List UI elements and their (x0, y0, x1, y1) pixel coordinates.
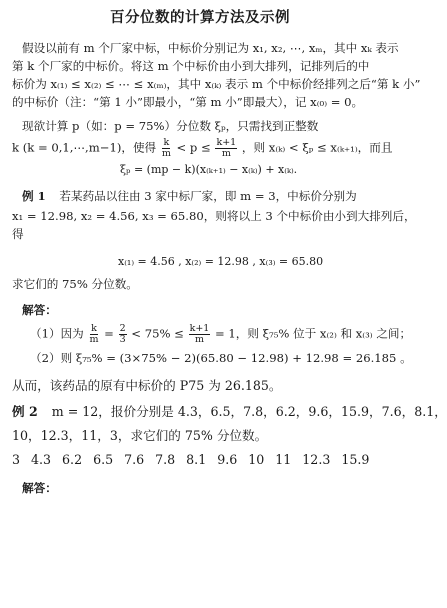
sorted-value: 7.8 (155, 452, 176, 467)
fraction-denominator: 3 (119, 334, 126, 345)
para2-line-2 (12, 138, 392, 159)
example-1-line-3: 得 (12, 227, 24, 241)
sorted-value: 4.3 (31, 452, 52, 467)
example-1-question: 求它们的 75% 分位数。 (12, 277, 138, 291)
answer-step-1-inequality: < 75% ≤ (131, 326, 184, 341)
fraction-k1-over-m (189, 324, 211, 345)
sorted-value: 10 (248, 452, 265, 467)
fraction-numerator: 2 (119, 323, 126, 334)
answer-step-2: （2）则 ξ₇₅% = (3×75% − 2)(65.80 − 12.98) + 12.98 = 26.185 。 (30, 351, 412, 365)
example-2-line-2: 10，12.3，11，3，求它们的 75% 分位数。 (12, 428, 268, 443)
para1-line-4: 的中标价（注：“第 1 小”即最小，“第 m 小”即最大），记 x₍₀₎ = 0。 (12, 95, 364, 109)
sorted-value: 12.3 (302, 452, 331, 467)
answer-step-1-result: = 1，则 ξ₇₅% 位于 x₍₂₎ 和 x₍₃₎ 之间； (215, 326, 412, 341)
sorted-value: 9.6 (217, 452, 238, 467)
fraction-numerator: k (163, 137, 170, 148)
fraction-k-over-m (161, 138, 172, 159)
example-1-sorted: x₍₁₎ = 4.56 , x₍₂₎ = 12.98 , x₍₃₎ = 65.80 (118, 255, 324, 268)
fraction-denominator: m (194, 334, 204, 345)
equals-sign: = (104, 326, 114, 341)
example-1-line-2: x₁ = 12.98, x₂ = 4.56, x₃ = 65.80，则将以上 3 个中标价由小到大排列后， (12, 209, 416, 223)
example-2-line-1 (12, 404, 447, 420)
para2-inequality: < p ≤ (176, 140, 211, 155)
example-1-line-1 (22, 188, 357, 204)
example-2-text: m = 12，报价分别是 4.3，6.5，7.8，6.2，9.6，15.9，7.6，8.1， (51, 404, 447, 419)
sorted-value: 6.5 (93, 452, 114, 467)
para2-formula: ξₚ = (mp − k)(x₍ₖ₊₁₎ − x₍ₖ₎) + x₍ₖ₎. (120, 163, 298, 176)
conclusion: 从而，该药品的原有中标价的 P75 为 26.185。 (12, 378, 282, 393)
sorted-value: 8.1 (186, 452, 207, 467)
sorted-value: 11 (275, 452, 292, 467)
para1-line-2: 第 k 个厂家的中标价。将这 m 个中标价由小到大排列，记排列后的中 (12, 59, 370, 73)
fraction-denominator: m (221, 148, 231, 159)
para2-condition: ，则 x₍ₖ₎ < ξₚ ≤ x₍ₖ₊₁₎，而且 (241, 140, 393, 155)
answer-step-1 (30, 324, 411, 345)
example-1-text: 若某药品以往由 3 家中标厂家，即 m = 3，中标价分别为 (59, 189, 357, 203)
fraction-numerator: k+1 (216, 137, 237, 148)
fraction-2-over-3 (119, 324, 127, 345)
page-title: 百分位数的计算方法及示例 (110, 9, 290, 26)
sorted-value: 7.6 (124, 452, 145, 467)
fraction-denominator: m (161, 148, 171, 159)
example-1-label: 例 1 (22, 189, 46, 203)
fraction-numerator: k+1 (189, 323, 210, 334)
para2-range-text: k (k = 0,1,⋯,m−1)，使得 (12, 140, 157, 155)
answer-label-1: 解答： (22, 303, 57, 317)
para2-line-1: 现欲计算 p（如：p = 75%）分位数 ξₚ，只需找到正整数 (22, 119, 319, 133)
example-2-sorted-values (12, 452, 380, 468)
answer-label-2: 解答： (22, 481, 57, 495)
para1-line-1: 假设以前有 m 个厂家中标，中标价分别记为 x₁, x₂, ⋯, xₘ，其中 xₖ 表示 (22, 41, 399, 55)
sorted-value: 6.2 (62, 452, 83, 467)
sorted-value: 15.9 (341, 452, 370, 467)
sorted-value: 3 (12, 452, 21, 467)
para1-line-3: 标价为 x₍₁₎ ≤ x₍₂₎ ≤ ⋯ ≤ x₍ₘ₎，其中 x₍ₖ₎ 表示 m 个中标价经排列之后“第 k 小” (12, 77, 421, 91)
fraction-denominator: m (89, 334, 99, 345)
fraction-k-over-m (88, 324, 99, 345)
fraction-numerator: k (91, 323, 97, 334)
example-2-label: 例 2 (12, 404, 38, 419)
fraction-k1-over-m (215, 138, 237, 159)
answer-step-1-intro: （1）因为 (30, 326, 84, 341)
